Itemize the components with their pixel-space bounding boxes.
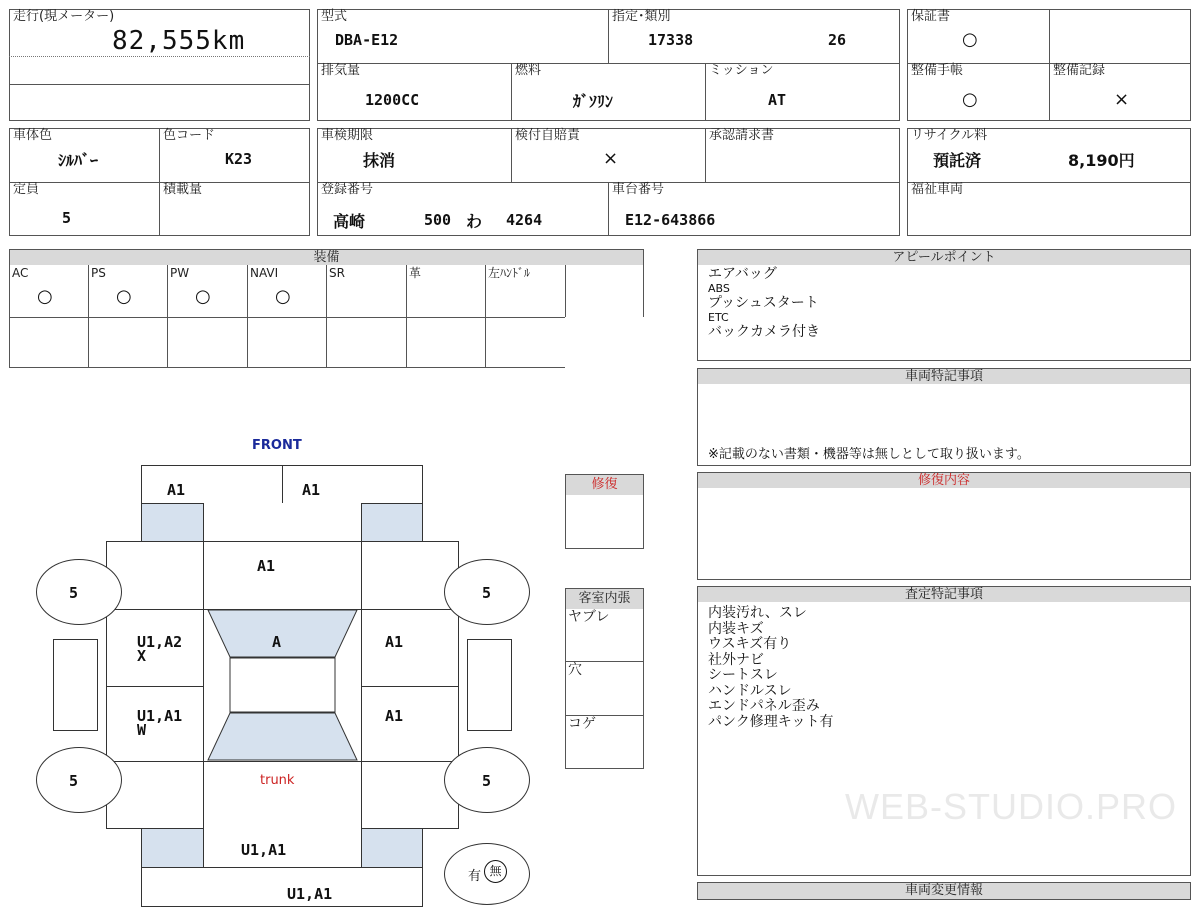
equipment-label: 革 — [409, 266, 422, 280]
assessment-line: エンドパネル歪み — [708, 698, 820, 714]
divider — [9, 56, 310, 57]
equipment-label: SR — [329, 266, 345, 280]
rear-window — [208, 713, 357, 760]
assessment-line: 内装キズ — [708, 620, 764, 637]
displacement-value: 1200CC — [365, 91, 420, 109]
capacity-value: 5 — [62, 209, 72, 227]
service-book-label: 整備手帳 — [911, 63, 964, 78]
appeal-line: ETC — [708, 311, 729, 324]
transmission-value: AT — [768, 91, 787, 109]
divider — [88, 265, 89, 368]
rear-bumper-value: U1,A1 — [287, 885, 333, 903]
registration-city: 高崎 — [333, 212, 366, 231]
designation-value-2: 26 — [828, 31, 847, 49]
divider — [705, 128, 706, 182]
divider — [406, 265, 407, 368]
assessment-line: ハンドルスレ — [708, 682, 792, 699]
left-mirror — [53, 639, 98, 731]
divider — [106, 686, 203, 687]
divider — [167, 265, 168, 368]
equipment-label: AC — [12, 266, 29, 280]
right-front-door-value: A1 — [385, 633, 404, 651]
assessment-line: ウスキズ有り — [708, 636, 792, 652]
equipment-title: 装備 — [9, 249, 644, 266]
interior-title: 客室内張 — [565, 588, 644, 610]
left-front-door-sub: X — [137, 647, 147, 665]
hood-value: A1 — [257, 557, 276, 575]
body-color-label: 車体色 — [13, 128, 53, 143]
divider — [511, 63, 512, 121]
equipment-value: ○ — [37, 286, 53, 307]
inspection-value: 抹消 — [363, 151, 396, 170]
service-book-value: ○ — [962, 89, 978, 110]
repair-contents-title: 修復内容 — [697, 472, 1191, 489]
registration-class: 500 — [424, 211, 452, 229]
insurance-label: 検付自賠責 — [515, 128, 581, 143]
equipment-label: PS — [91, 266, 106, 280]
mileage-value: 82,555km — [112, 26, 246, 56]
model-value: DBA-E12 — [335, 31, 399, 49]
service-record-label: 整備記録 — [1053, 63, 1106, 78]
divider — [106, 609, 203, 610]
interior-row-hole: 穴 — [568, 662, 582, 678]
registration-number: 4264 — [506, 211, 543, 229]
divider — [361, 609, 459, 610]
divider — [361, 686, 459, 687]
color-code-label: 色コード — [163, 128, 216, 143]
registration-label: 登録番号 — [321, 182, 374, 197]
assessment-line: シートスレ — [708, 667, 778, 683]
displacement-label: 排気量 — [321, 63, 361, 78]
divider — [608, 182, 609, 236]
watermark: WEB-STUDIO.PRO — [845, 786, 1178, 827]
appeal-title: アピールポイント — [697, 249, 1191, 266]
front-left-fender — [141, 503, 204, 542]
front-bumper-right-value: A1 — [302, 481, 321, 499]
spare-yes: 有 — [468, 869, 482, 884]
roof-value: A — [272, 633, 282, 651]
divider — [705, 63, 706, 121]
appeal-line: ABS — [708, 282, 730, 295]
welfare-label: 福祉車両 — [911, 182, 964, 197]
appeal-line: バックカメラ付き — [708, 324, 820, 340]
divider — [565, 265, 566, 317]
assessment-title: 査定特記事項 — [697, 586, 1191, 603]
assessment-line: 社外ナビ — [708, 651, 764, 668]
inspection-label: 車検期限 — [321, 128, 374, 143]
front-bumper-left-value: A1 — [167, 481, 186, 499]
appeal-line: プッシュスタート — [708, 295, 819, 311]
front-windshield — [208, 610, 357, 657]
change-info-title: 車両変更情報 — [697, 882, 1191, 900]
tire-rear-left — [36, 747, 122, 813]
tire-rear-left-value: 5 — [69, 772, 79, 790]
service-record-value: × — [1114, 89, 1130, 110]
hood-upper — [203, 503, 362, 542]
registration-kana: わ — [466, 212, 483, 231]
repair-title: 修復 — [565, 474, 644, 496]
equipment-value: ○ — [195, 286, 211, 307]
assessment-line: パンク修理キット有 — [708, 713, 834, 730]
spare-no-circled: 無 — [484, 860, 507, 883]
divider — [485, 265, 486, 368]
color-code-value: K23 — [225, 150, 253, 168]
appeal-line: エアバッグ — [708, 266, 777, 282]
chassis-label: 車台番号 — [612, 182, 665, 197]
assessment-line: 内装汚れ、スレ — [708, 605, 807, 621]
equipment-value: ○ — [275, 286, 291, 307]
rear-left-fender — [141, 828, 204, 868]
load-label: 積載量 — [163, 182, 203, 197]
front-label: FRONT — [252, 438, 302, 453]
transmission-label: ミッション — [709, 63, 774, 78]
left-rear-door-sub: W — [137, 721, 147, 739]
recycle-status: 預託済 — [933, 151, 982, 170]
divider — [247, 265, 248, 368]
rear-right-fender — [361, 828, 423, 868]
model-label: 型式 — [321, 9, 348, 24]
left-front-door-value: U1,A2 — [137, 633, 183, 651]
repair-contents-box — [697, 488, 1191, 580]
designation-value-1: 17338 — [648, 31, 694, 49]
tire-rear-right-value: 5 — [482, 772, 492, 790]
interior-box — [565, 609, 644, 769]
body-color-value: ｼﾙﾊﾞｰ — [58, 151, 99, 170]
equipment-value: ○ — [116, 286, 132, 307]
capacity-label: 定員 — [13, 182, 40, 197]
equipment-label: 左ﾊﾝﾄﾞﾙ — [488, 266, 531, 280]
fuel-label: 燃料 — [515, 63, 542, 78]
tire-front-right-value: 5 — [482, 584, 492, 602]
right-rear-door-value: A1 — [385, 707, 404, 725]
divider — [1049, 9, 1050, 121]
warranty-label: 保証書 — [911, 9, 951, 24]
roof-panel — [230, 658, 335, 712]
tire-front-left-value: 5 — [69, 584, 79, 602]
approval-label: 承認請求書 — [709, 128, 775, 143]
interior-row-burn: コゲ — [568, 716, 596, 732]
fuel-value: ｶﾞｿﾘﾝ — [573, 92, 614, 111]
equipment-label: PW — [170, 266, 190, 280]
warranty-value: ○ — [962, 29, 978, 50]
right-mirror — [467, 639, 512, 731]
vehicle-notes-footnote: ※記載のない書類・機器等は無しとして取り扱います。 — [708, 447, 1030, 462]
corner-cover — [565, 317, 645, 369]
divider — [9, 84, 310, 85]
divider — [282, 465, 283, 504]
mileage-label: 走行(現メーター) — [13, 9, 115, 24]
rear-panel-value: U1,A1 — [241, 841, 287, 859]
equipment-label: NAVI — [250, 266, 279, 280]
rear-bumper — [141, 867, 423, 907]
glass-panels — [203, 609, 362, 762]
chassis-value: E12-643866 — [625, 211, 716, 229]
designation-label: 指定･類別 — [612, 9, 671, 24]
divider — [511, 128, 512, 182]
interior-row-tear: ヤブレ — [568, 609, 610, 625]
divider — [608, 9, 609, 63]
recycle-amount: 8,190円 — [1068, 151, 1135, 170]
divider — [326, 265, 327, 368]
divider — [159, 128, 160, 236]
divider — [317, 63, 900, 64]
front-right-fender — [361, 503, 423, 542]
vehicle-notes-title: 車両特記事項 — [697, 368, 1191, 385]
tire-front-left — [36, 559, 122, 625]
repair-box — [565, 495, 644, 549]
trunk-label: trunk — [260, 773, 295, 788]
recycle-label: リサイクル料 — [911, 128, 988, 143]
left-rear-door-value: U1,A1 — [137, 707, 183, 725]
insurance-value: × — [603, 148, 619, 169]
